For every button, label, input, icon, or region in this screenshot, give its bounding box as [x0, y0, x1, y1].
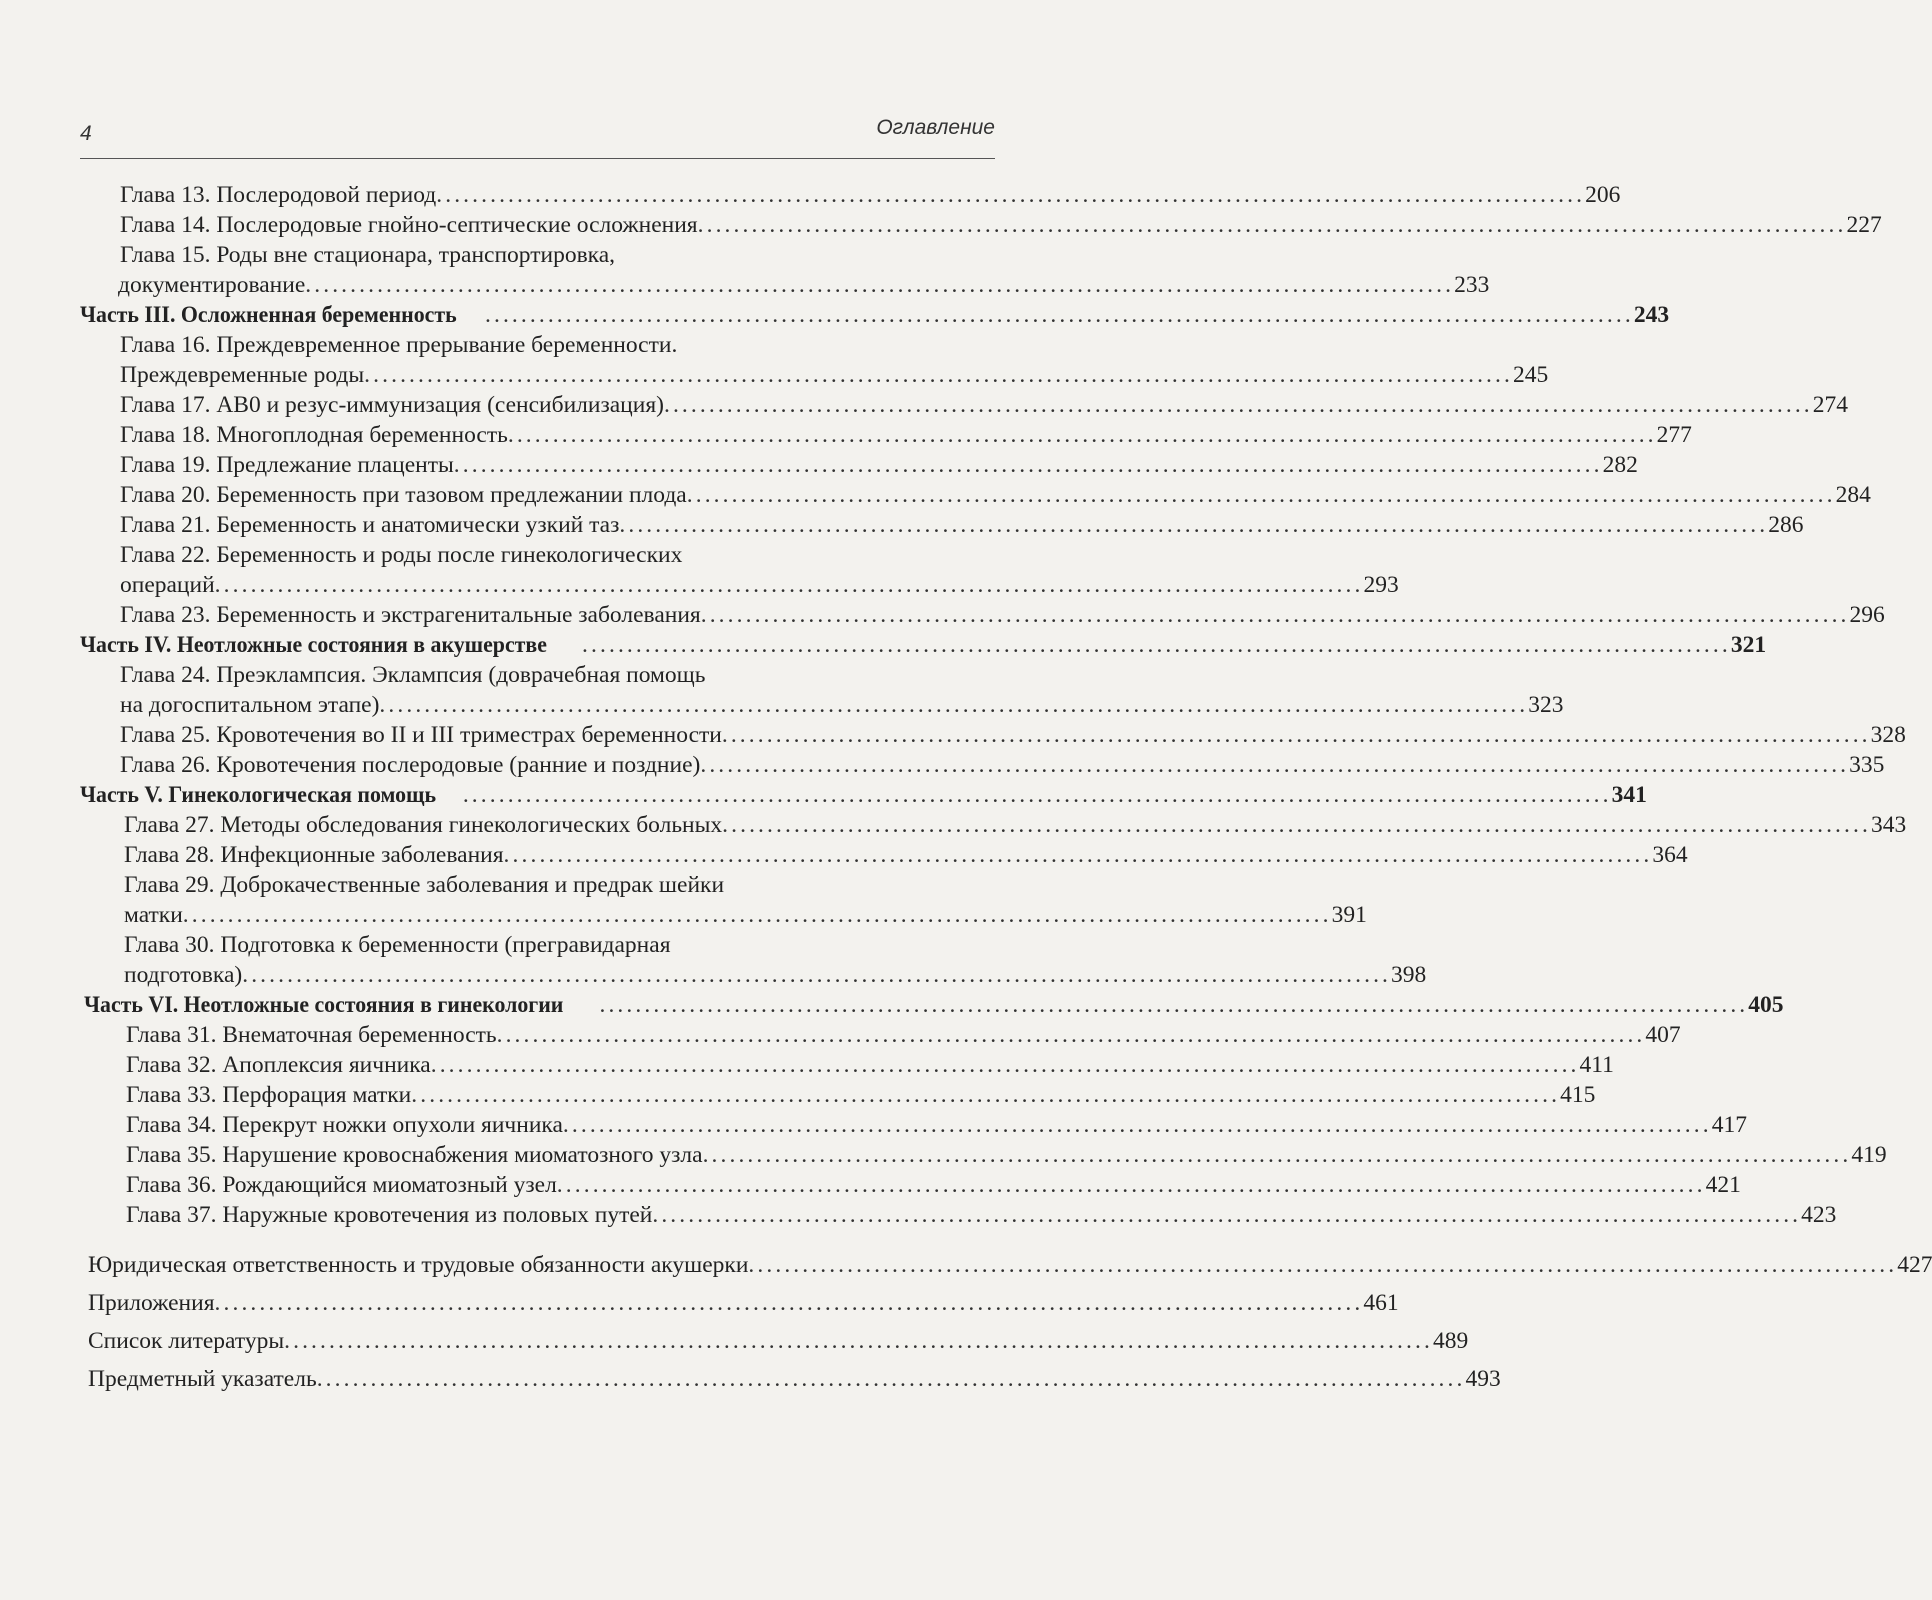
toc-entry-title: Глава 28. Инфекционные заболевания	[124, 842, 504, 868]
toc-entry-page: 407	[1645, 1022, 1681, 1048]
leader-dots: ................................................................................................................................	[697, 212, 1847, 238]
toc-entry-title: Глава 13. Послеродовой период	[120, 182, 437, 208]
leader-dots: ................................................................................................................................	[619, 512, 1769, 538]
toc-entry	[126, 1140, 1887, 1170]
leader-dots: ................................................................................................................................	[686, 482, 1836, 508]
leader-dots: ................................................................................................................................	[182, 902, 1332, 928]
toc-entry	[120, 390, 1849, 420]
toc-entry-title: Глава 36. Рождающийся миоматозный узел	[126, 1172, 557, 1198]
page-number: 4	[80, 122, 92, 145]
toc-entry-page: 419	[1851, 1142, 1887, 1168]
toc-entry	[124, 960, 1427, 990]
toc-entry-title: Глава 17. АВ0 и резус-иммунизация (сенсибилизация)	[120, 392, 664, 418]
leader-dots: ................................................................................................................................	[214, 572, 1364, 598]
leader-dots: ................................................................................................................................	[485, 302, 1634, 328]
toc-entry-page: 423	[1801, 1202, 1837, 1228]
leader-dots: ................................................................................................................................	[305, 272, 1455, 298]
leader-dots: ................................................................................................................................	[316, 1366, 1466, 1392]
toc-entry-page: 427	[1897, 1252, 1932, 1278]
toc-entry-title: Преждевременные роды	[120, 362, 365, 388]
leader-dots: ................................................................................................................................	[214, 1290, 1364, 1316]
toc-part-entry	[80, 300, 1670, 330]
leader-dots: ................................................................................................................................	[582, 632, 1731, 658]
toc-entry-page: 245	[1512, 362, 1549, 388]
toc-entry-title: Глава 24. Преэклампсия. Эклампсия (доврачебная помощь	[120, 662, 706, 688]
toc-entry	[118, 270, 1490, 300]
toc-entry-page: 296	[1849, 602, 1885, 628]
toc-entry-title: Глава 21. Беременность и анатомически узкий таз	[120, 512, 620, 538]
toc-entry	[124, 840, 1688, 870]
toc-entry-page: 243	[1633, 302, 1670, 328]
toc-entry-page: 343	[1870, 812, 1907, 838]
toc-entry-title: Глава 26. Кровотечения послеродовые (ранние и поздние)	[120, 752, 701, 778]
toc-section-entry	[88, 1288, 1399, 1318]
toc-entry	[126, 1170, 1741, 1200]
toc-entry-title: Глава 29. Доброкачественные заболевания и предрак шейки	[124, 872, 725, 898]
toc-entry-page: 277	[1656, 422, 1692, 448]
toc-entry-page: 227	[1846, 212, 1882, 238]
toc-entry-title: Юридическая ответственность и трудовые обязанности акушерки	[88, 1252, 749, 1278]
leader-dots: ................................................................................................................................	[242, 962, 1392, 988]
toc-part-title: Часть VI. Неотложные состояния в гинекологии	[84, 992, 564, 1018]
leader-dots: ................................................................................................................................	[700, 602, 1850, 628]
toc-entry	[120, 510, 1804, 540]
toc-entry-title: Глава 19. Предлежание плаценты	[120, 452, 454, 478]
leader-dots: ................................................................................................................................	[748, 1252, 1898, 1278]
toc-entry-page: 321	[1730, 632, 1767, 658]
leader-dots: ................................................................................................................................	[599, 992, 1749, 1018]
leader-dots: ................................................................................................................................	[364, 362, 1513, 388]
toc-entry	[120, 570, 1399, 600]
toc-entry-title: Глава 16. Преждевременное прерывание беременности.	[120, 332, 678, 358]
toc-entry-title: Глава 31. Внематочная беременность	[126, 1022, 497, 1048]
toc-entry-page: 405	[1748, 992, 1784, 1018]
toc-entry	[126, 1200, 1837, 1230]
toc-part-entry	[80, 780, 1647, 810]
toc-entry-title: Глава 18. Многоплодная беременность	[120, 422, 508, 448]
toc-part-title: Часть V. Гинекологическая помощь	[80, 782, 437, 808]
toc-entry-page: 493	[1465, 1366, 1501, 1392]
leader-dots: ................................................................................................................................	[436, 182, 1586, 208]
toc-entry-title: Приложения	[88, 1290, 215, 1316]
leader-dots: ................................................................................................................................	[556, 1172, 1706, 1198]
toc-entry-title: Глава 33. Перфорация матки	[126, 1082, 412, 1108]
toc-entry-page: 286	[1768, 512, 1804, 538]
toc-entry-title: матки	[124, 902, 183, 928]
toc-entry-title: Глава 23. Беременность и экстрагенитальные заболевания	[120, 602, 701, 628]
leader-dots: ................................................................................................................................	[496, 1022, 1646, 1048]
leader-dots: ................................................................................................................................	[284, 1328, 1433, 1354]
toc-entry	[120, 480, 1871, 510]
leader-dots: ................................................................................................................................	[663, 392, 1813, 418]
toc-entry-title: Глава 27. Методы обследования гинекологических больных	[124, 812, 723, 838]
table-of-contents	[0, 180, 1932, 1430]
toc-entry-title: Глава 32. Апоплексия яичника	[126, 1052, 431, 1078]
leader-dots: ................................................................................................................................	[411, 1082, 1561, 1108]
toc-entry-title: Глава 20. Беременность при тазовом предлежании плода	[120, 482, 687, 508]
toc-part-entry	[84, 990, 1784, 1020]
toc-entry-title: на догоспитальном этапе)	[120, 692, 380, 718]
toc-entry-page: 341	[1611, 782, 1647, 808]
toc-entry-page: 411	[1579, 1052, 1614, 1078]
toc-section-entry	[88, 1364, 1501, 1394]
toc-section-entry	[88, 1326, 1469, 1356]
toc-entry-page: 328	[1870, 722, 1906, 748]
leader-dots: ................................................................................................................................	[507, 422, 1657, 448]
toc-entry	[126, 1020, 1681, 1050]
leader-dots: ................................................................................................................................	[562, 1112, 1712, 1138]
toc-entry	[120, 720, 1906, 750]
toc-entry-page: 421	[1705, 1172, 1741, 1198]
toc-entry-title: Список литературы	[88, 1328, 285, 1354]
toc-entry	[126, 1050, 1614, 1080]
leader-dots: ................................................................................................................................	[702, 1142, 1852, 1168]
leader-dots: ................................................................................................................................	[430, 1052, 1580, 1078]
toc-entry-page: 274	[1812, 392, 1849, 418]
running-title: Оглавление	[876, 116, 995, 139]
toc-entry	[120, 210, 1882, 240]
toc-entry-page: 417	[1711, 1112, 1747, 1138]
toc-entry-page: 233	[1454, 272, 1490, 298]
toc-entry-title: Глава 15. Роды вне стационара, транспортировка,	[120, 242, 616, 268]
toc-entry-title: Глава 25. Кровотечения во II и III триместрах беременности	[120, 722, 722, 748]
toc-entry-title: Предметный указатель	[88, 1366, 317, 1392]
toc-entry-page: 398	[1391, 962, 1427, 988]
leader-dots: ................................................................................................................................	[453, 452, 1603, 478]
toc-entry	[120, 360, 1549, 390]
toc-entry-title: Глава 35. Нарушение кровоснабжения миоматозного узла	[126, 1142, 703, 1168]
toc-entry-page: 284	[1835, 482, 1871, 508]
toc-entry-title: подготовка)	[124, 962, 243, 988]
toc-entry-page: 364	[1652, 842, 1688, 868]
leader-dots: ................................................................................................................................	[700, 752, 1850, 778]
leader-dots: ................................................................................................................................	[462, 782, 1612, 808]
toc-part-title: Часть IV. Неотложные состояния в акушерстве	[80, 632, 547, 658]
page-header	[80, 112, 995, 159]
leader-dots: ................................................................................................................................	[652, 1202, 1802, 1228]
toc-entry-page: 335	[1849, 752, 1885, 778]
toc-entry-page: 323	[1528, 692, 1564, 718]
toc-entry-page: 391	[1331, 902, 1367, 928]
toc-entry	[120, 750, 1885, 780]
toc-entry-title: Глава 22. Беременность и роды после гинекологических	[120, 542, 683, 568]
leader-dots: ................................................................................................................................	[722, 812, 1871, 838]
toc-entry-page: 489	[1432, 1328, 1469, 1354]
toc-entry-title: Глава 34. Перекрут ножки опухоли яичника	[126, 1112, 563, 1138]
toc-entry	[124, 900, 1367, 930]
toc-entry-page: 293	[1363, 572, 1399, 598]
leader-dots: ................................................................................................................................	[721, 722, 1871, 748]
toc-entry	[120, 690, 1564, 720]
leader-dots: ................................................................................................................................	[503, 842, 1653, 868]
toc-entry-title: Глава 30. Подготовка к беременности (прегравидарная	[124, 932, 671, 958]
toc-entry	[120, 450, 1638, 480]
toc-entry-title: Глава 14. Послеродовые гнойно-септические осложнения	[120, 212, 698, 238]
toc-entry	[120, 180, 1621, 210]
toc-entry-title: документирование	[118, 272, 306, 298]
toc-entry	[126, 1080, 1596, 1110]
toc-entry-page: 461	[1363, 1290, 1399, 1316]
toc-entry	[120, 600, 1885, 630]
toc-entry	[126, 1110, 1747, 1140]
toc-entry-page: 282	[1602, 452, 1638, 478]
toc-entry-title: операций	[120, 572, 215, 598]
toc-entry	[124, 810, 1907, 840]
toc-section-entry	[88, 1250, 1932, 1280]
toc-entry	[120, 420, 1692, 450]
leader-dots: ................................................................................................................................	[379, 692, 1529, 718]
toc-entry-page: 415	[1560, 1082, 1596, 1108]
toc-entry-page: 206	[1585, 182, 1621, 208]
toc-part-title: Часть III. Осложненная беременность	[80, 302, 457, 328]
toc-part-entry	[80, 630, 1767, 660]
toc-entry-title: Глава 37. Наружные кровотечения из половых путей	[126, 1202, 653, 1228]
